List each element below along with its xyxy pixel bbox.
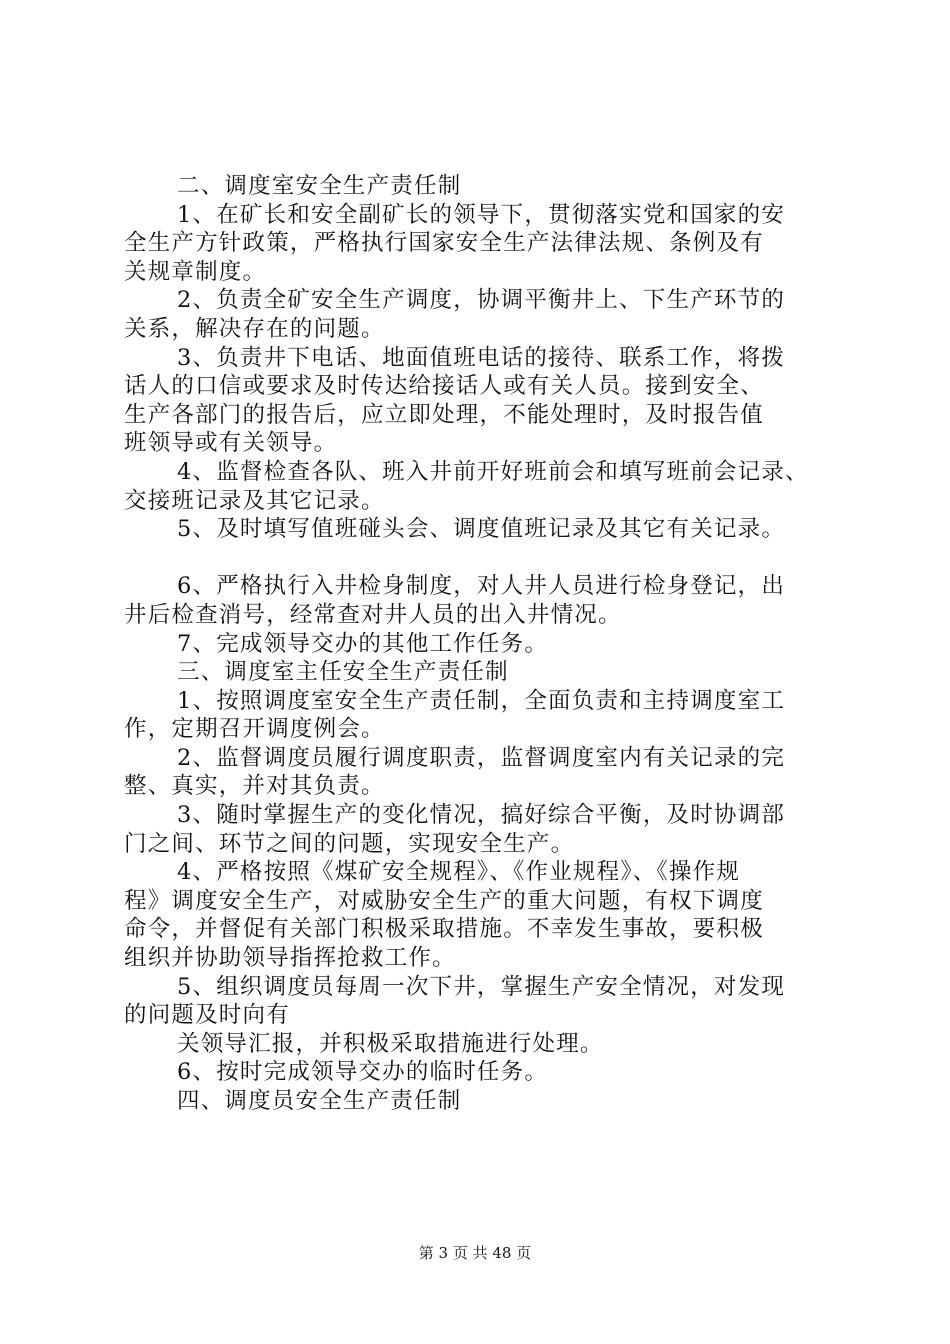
page-number-footer: 第 3 页 共 48 页	[418, 1244, 532, 1262]
paragraph-line: 命令，并督促有关部门积极采取措施。不幸发生事故，要积极	[124, 916, 764, 943]
paragraph-line: 2、负责全矿安全生产调度，协调平衡井上、下生产环节的	[177, 287, 786, 314]
paragraph-line: 门之间、环节之间的问题，实现安全生产。	[124, 830, 575, 857]
paragraph-line: 6、按时完成领导交办的临时任务。	[177, 1059, 549, 1086]
paragraph-line: 4、监督检查各队、班入井前开好班前会和填写班前会记录、	[177, 458, 809, 485]
paragraph-line: 全生产方针政策，严格执行国家安全生产法律法规、条例及有	[124, 230, 764, 257]
paragraph-line: 5、组织调度员每周一次下井，掌握生产安全情况，对发现	[177, 973, 786, 1000]
paragraph-line: 4、严格按照《煤矿安全规程》、《作业规程》、《操作规	[177, 859, 741, 886]
blank-line	[124, 544, 844, 573]
paragraph-line: 3、随时掌握生产的变化情况，搞好综合平衡，及时协调部	[177, 802, 786, 829]
paragraph-line: 3、负责井下电话、地面值班电话的接待、联系工作，将拨	[177, 344, 786, 371]
paragraph-line: 作，定期召开调度例会。	[124, 716, 385, 743]
paragraph-line: 关规章制度。	[124, 258, 267, 285]
paragraph-line: 1、按照调度室安全生产责任制，全面负责和主持调度室工	[177, 687, 786, 714]
paragraph-line: 的问题及时向有	[124, 1002, 290, 1029]
document-body	[124, 172, 844, 1116]
paragraph-line: 7、完成领导交办的其他工作任务。	[177, 630, 549, 657]
paragraph-line: 6、严格执行入井检身制度，对人井人员进行检身登记，出	[177, 573, 786, 600]
section-heading: 三、调度室主任安全生产责任制	[177, 659, 509, 686]
paragraph-line: 班领导或有关领导。	[124, 430, 338, 457]
paragraph-line: 生产各部门的报告后，应立即处理，不能处理时，及时报告值	[124, 401, 764, 428]
paragraph-line: 关领导汇报，并积极采取措施进行处理。	[177, 1030, 604, 1057]
paragraph-line: 5、及时填写值班碰头会、调度值班记录及其它有关记录。	[177, 516, 786, 543]
paragraph-line: 1、在矿长和安全副矿长的领导下，贯彻落实党和国家的安	[177, 201, 786, 228]
paragraph-line: 交接班记录及其它记录。	[124, 487, 385, 514]
paragraph-line: 话人的口信或要求及时传达给接话人或有关人员。接到安全、	[124, 373, 764, 400]
paragraph-line: 井后检查消号，经常查对井人员的出入井情况。	[124, 601, 622, 628]
section-heading: 二、调度室安全生产责任制	[177, 173, 462, 199]
paragraph-line: 组织并协助领导指挥抢救工作。	[124, 945, 456, 972]
section-heading: 四、调度员安全生产责任制	[177, 1088, 462, 1114]
paragraph-line: 关系，解决存在的问题。	[124, 315, 385, 342]
paragraph-line: 整、真实，并对其负责。	[124, 773, 385, 800]
paragraph-line: 程》调度安全生产，对威胁安全生产的重大问题，有权下调度	[124, 887, 764, 914]
paragraph-line: 2、监督调度员履行调度职责，监督调度室内有关记录的完	[177, 744, 786, 771]
